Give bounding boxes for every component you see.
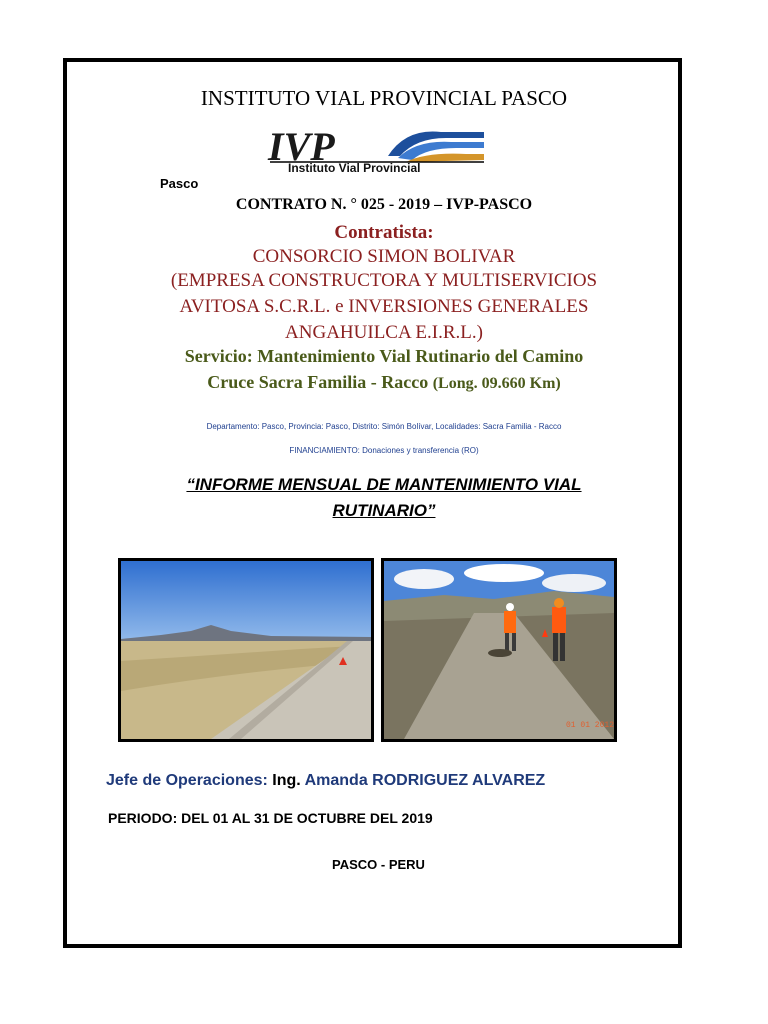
companies-line-2: AVITOSA S.C.R.L. e INVERSIONES GENERALES: [179, 296, 589, 317]
contractor-label: Contratista:: [334, 222, 434, 243]
service-line-1: Servicio: Mantenimiento Vial Rutinario del Camino: [184, 346, 584, 366]
ivp-logo: [266, 126, 486, 174]
report-period: PERIODO: DEL 01 AL 31 DE OCTUBRE DEL 2019: [108, 810, 433, 826]
service-length: (Long. 09.660 Km): [432, 375, 561, 392]
companies-line-1: (EMPRESA CONSTRUCTORA Y MULTISERVICIOS: [170, 270, 598, 291]
report-title: [0, 472, 768, 524]
financing-details: FINANCIAMIENTO: Donaciones y transferencia (RO): [289, 446, 479, 455]
companies-line-3: ANGAHUILCA E.I.R.L.): [285, 322, 483, 343]
logo-subtext: Instituto Vial Provincial: [288, 161, 421, 174]
logo-letters: IVP: [268, 126, 335, 169]
report-title-line-1: “INFORME MENSUAL DE MANTENIMIENTO VIAL: [186, 475, 582, 494]
service-line-2: [0, 372, 768, 393]
engineer-name: Amanda RODRIGUEZ ALVAREZ: [304, 772, 546, 789]
report-place: PASCO - PERU: [332, 857, 425, 872]
service-road: Cruce Sacra Familia - Racco: [207, 372, 429, 392]
location-details: Departamento: Pasco, Provincia: Pasco, Distrito: Simón Bolívar, Localidades: Sacra Familia - Racco: [206, 422, 562, 431]
report-title-line-2: RUTINARIO”: [332, 501, 436, 520]
consortium-name: CONSORCIO SIMON BOLIVAR: [252, 246, 516, 267]
operations-chief: [106, 772, 545, 790]
operations-label: Jefe de Operaciones:: [106, 772, 268, 789]
road-photo-1: [118, 558, 374, 742]
road-photo-2: [381, 558, 617, 742]
contract-number: CONTRATO N. ° 025 - 2019 – IVP-PASCO: [235, 196, 533, 213]
date-stamp: 01 01 2012: [566, 721, 614, 730]
institution-title: INSTITUTO VIAL PROVINCIAL PASCO: [200, 86, 568, 110]
logo-location: Pasco: [160, 176, 199, 191]
engineer-title: Ing.: [272, 772, 301, 789]
